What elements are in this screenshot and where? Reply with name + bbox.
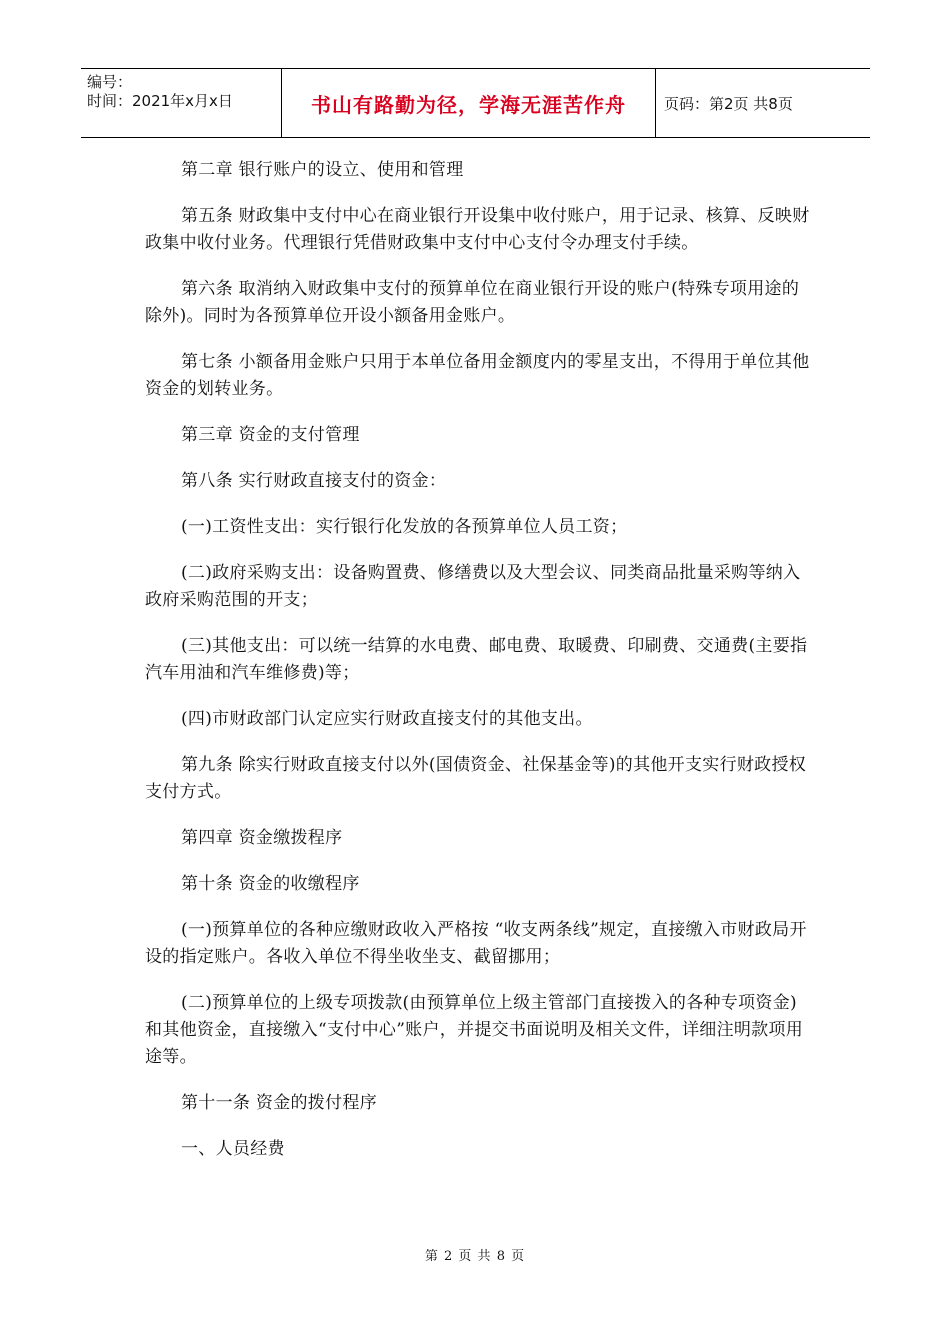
list-item-paragraph: (二)政府采购支出：设备购置费、修缮费以及大型会议、同类商品批量采购等纳入政府采购范围的开支； [145, 563, 801, 610]
list-item-paragraph: (二)预算单位的上级专项拨款(由预算单位上级主管部门直接拨入的各种专项资金)和其他资金，直接缴入“支付中心”账户，并提交书面说明及相关文件，详细注明款项用途等。 [145, 993, 804, 1067]
document-number-label: 编号： [87, 73, 133, 91]
list-item-paragraph: (一)工资性支出：实行银行化发放的各预算单位人员工资； [181, 517, 628, 537]
article-paragraph: 第十条 资金的收缴程序 [181, 874, 360, 894]
page-header [81, 68, 870, 138]
document-time-label: 时间：2021年x月x日 [87, 92, 233, 110]
article-paragraph: 第八条 实行财政直接支付的资金： [181, 471, 447, 491]
header-motto: 书山有路勤为径，学海无涯苦作舟 [282, 69, 656, 137]
page-footer: 第 2 页 共 8 页 [424, 1249, 526, 1264]
article-paragraph: 第五条 财政集中支付中心在商业银行开设集中收付账户，用于记录、核算、反映财政集中收付业务。代理银行凭借财政集中支付中心支付令办理支付手续。 [145, 206, 810, 253]
header-page-number: 页码：第2页 共8页 [664, 94, 793, 113]
article-paragraph: 第七条 小额备用金账户只用于本单位备用金额度内的零星支出，不得用于单位其他资金的划转业务。 [145, 352, 810, 399]
list-item-paragraph: (一)预算单位的各种应缴财政收入严格按 “收支两条线”规定，直接缴入市财政局开设的指定账户。各收入单位不得坐收坐支、截留挪用； [145, 920, 807, 967]
document-body [145, 157, 810, 1182]
header-info-cell [81, 69, 282, 137]
article-paragraph: 第十一条 资金的拨付程序 [181, 1093, 378, 1113]
article-paragraph: 第九条 除实行财政直接支付以外(国债资金、社保基金等)的其他开支实行财政授权支付方式。 [145, 755, 807, 802]
list-item-paragraph: (三)其他支出：可以统一结算的水电费、邮电费、取暖费、印刷费、交通费(主要指汽车用油和汽车维修费)等； [145, 636, 808, 683]
article-paragraph: 第六条 取消纳入财政集中支付的预算单位在商业银行开设的账户(特殊专项用途的除外)。同时为各预算单位开设小额备用金账户。 [145, 279, 800, 326]
section-heading: 一、人员经费 [181, 1139, 285, 1159]
chapter-heading: 第四章 资金缴拨程序 [181, 828, 343, 848]
chapter-heading: 第二章 银行账户的设立、使用和管理 [181, 160, 464, 180]
list-item-paragraph: (四)市财政部门认定应实行财政直接支付的其他支出。 [181, 709, 593, 729]
chapter-heading: 第三章 资金的支付管理 [181, 425, 360, 445]
